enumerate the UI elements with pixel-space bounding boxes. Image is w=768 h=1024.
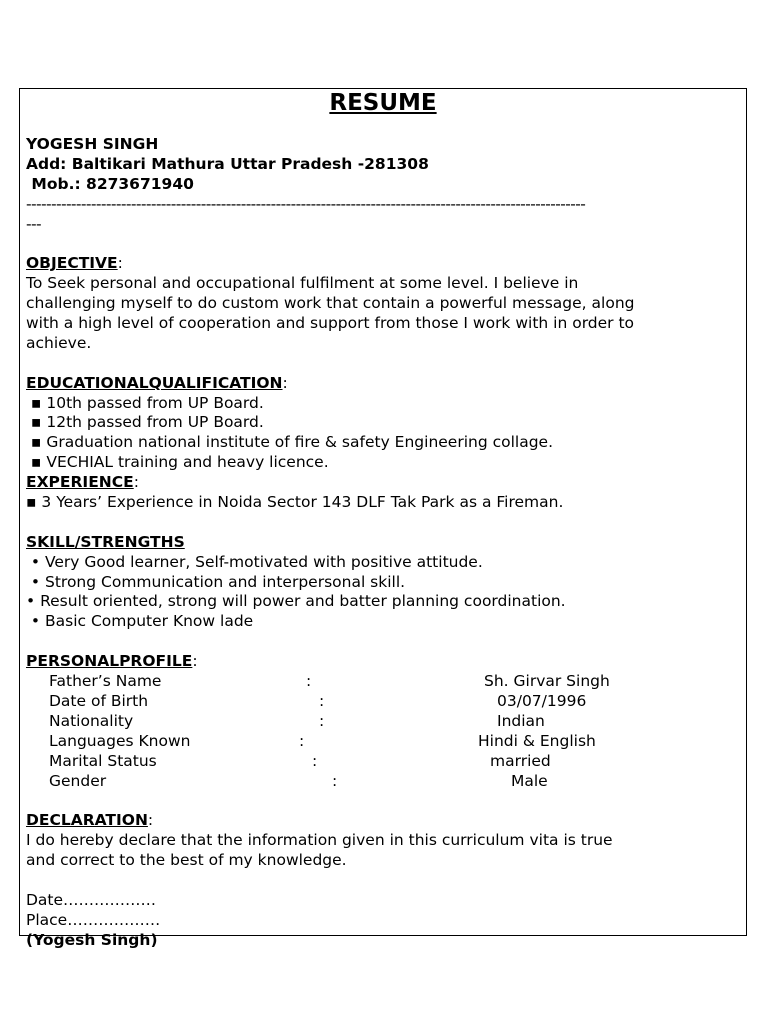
place-field: Place……………… bbox=[26, 910, 161, 929]
profile-label: Gender bbox=[49, 771, 107, 790]
declaration-colon: : bbox=[147, 811, 154, 830]
profile-row-nationality bbox=[26, 712, 738, 732]
profile-value: Sh. Girvar Singh bbox=[484, 672, 610, 691]
profile-value: 03/07/1996 bbox=[497, 691, 587, 710]
objective-line: achieve. bbox=[26, 333, 92, 352]
profile-row-dob bbox=[26, 692, 738, 712]
objective-heading-row bbox=[26, 254, 738, 274]
profile-separator: : bbox=[319, 711, 325, 730]
profile-separator: : bbox=[319, 691, 325, 710]
skill-item: • Very Good learner, Self-motivated with positive attitude. bbox=[26, 552, 483, 571]
objective-colon: : bbox=[117, 254, 123, 273]
experience-colon: : bbox=[133, 473, 139, 492]
profile-label: Languages Known bbox=[49, 731, 191, 750]
resume-title: RESUME bbox=[329, 90, 437, 116]
profile-separator: : bbox=[332, 771, 338, 790]
date-field: Date……………… bbox=[26, 890, 157, 909]
profile-value: married bbox=[490, 751, 551, 770]
profile-value: Hindi & English bbox=[478, 731, 596, 750]
skills-heading: SKILL/STRENGTHS bbox=[26, 532, 185, 551]
profile-separator: : bbox=[299, 731, 305, 750]
skill-item: • Result oriented, strong will power and batter planning coordination. bbox=[26, 592, 566, 611]
declaration-line: and correct to the best of my knowledge. bbox=[26, 851, 347, 870]
profile-heading-row bbox=[26, 652, 738, 672]
separator-dashes-end: --- bbox=[26, 214, 41, 233]
declaration-heading-row bbox=[26, 811, 738, 831]
profile-row-languages bbox=[26, 732, 738, 752]
profile-value: Indian bbox=[497, 711, 545, 730]
profile-label: Date of Birth bbox=[49, 691, 149, 710]
objective-line: challenging myself to do custom work that contain a powerful message, along bbox=[26, 294, 635, 313]
skill-item: • Basic Computer Know lade bbox=[26, 612, 254, 631]
profile-value: Male bbox=[511, 771, 548, 790]
signature-name: (Yogesh Singh) bbox=[26, 930, 158, 949]
separator-dashes: ---------------------------------------------------------------------------------------------------------------- bbox=[26, 194, 586, 213]
profile-label: Father’s Name bbox=[49, 672, 162, 691]
education-heading-row bbox=[26, 374, 738, 394]
profile-row-marital bbox=[26, 752, 738, 772]
skills-heading-row bbox=[26, 533, 738, 553]
profile-separator: : bbox=[306, 672, 312, 691]
objective-line: with a high level of cooperation and support from those I work with in order to bbox=[26, 314, 635, 333]
education-heading: EDUCATIONALQUALIFICATION bbox=[26, 373, 283, 392]
declaration-line: I do hereby declare that the information given in this curriculum vita is true bbox=[26, 831, 613, 850]
profile-separator: : bbox=[312, 751, 318, 770]
experience-item: ▪ 3 Years’ Experience in Noida Sector 143 DLF Tak Park as a Fireman. bbox=[26, 493, 564, 512]
profile-label: Marital Status bbox=[49, 751, 157, 770]
profile-heading: PERSONALPROFILE bbox=[26, 652, 193, 671]
candidate-mobile: Mob.: 8273671940 bbox=[26, 174, 194, 193]
objective-line: To Seek personal and occupational fulfilment at some level. I believe in bbox=[26, 274, 579, 293]
declaration-heading: DECLARATION bbox=[26, 811, 148, 830]
profile-colon: : bbox=[192, 652, 198, 671]
education-item: ▪ 10th passed from UP Board. bbox=[26, 393, 264, 412]
candidate-name: YOGESH SINGH bbox=[26, 135, 159, 153]
education-item: ▪ Graduation national institute of fire & safety Engineering collage. bbox=[26, 433, 554, 452]
experience-heading: EXPERIENCE bbox=[26, 473, 134, 492]
education-colon: : bbox=[282, 373, 288, 392]
education-item: ▪ 12th passed from UP Board. bbox=[26, 413, 264, 432]
objective-heading: OBJECTIVE bbox=[26, 254, 118, 273]
profile-row-gender bbox=[26, 772, 738, 792]
profile-row-father bbox=[26, 672, 738, 692]
resume-document bbox=[26, 88, 738, 951]
experience-heading-row bbox=[26, 473, 738, 493]
skill-item: • Strong Communication and interpersonal skill. bbox=[26, 572, 406, 591]
education-item: ▪ VECHIAL training and heavy licence. bbox=[26, 453, 329, 472]
candidate-address: Add: Baltikari Mathura Uttar Pradesh -281308 bbox=[26, 154, 429, 173]
profile-label: Nationality bbox=[49, 711, 134, 730]
